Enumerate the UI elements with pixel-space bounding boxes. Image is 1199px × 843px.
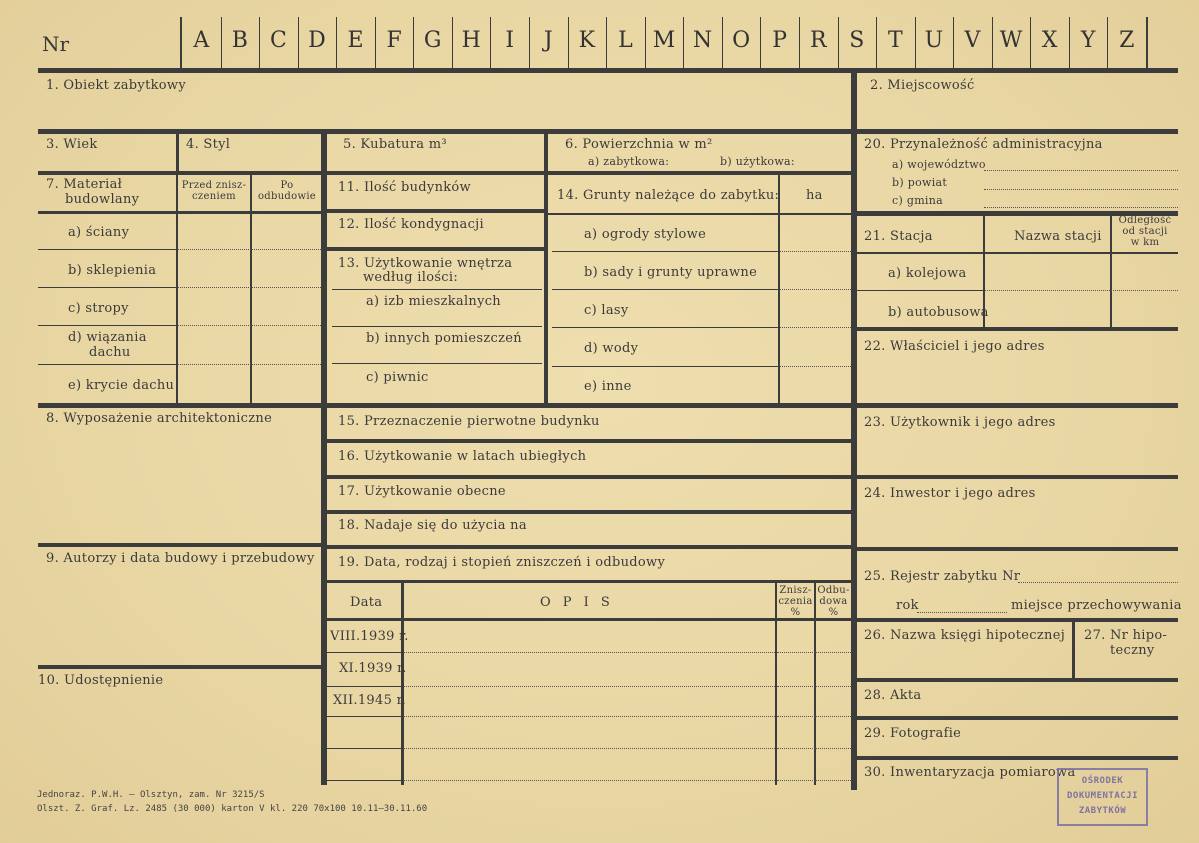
before-destruction-header: Przed znisz- czeniem — [181, 180, 247, 202]
letter-y: Y — [1080, 28, 1096, 53]
letter-a: A — [193, 28, 210, 53]
letter-divider — [799, 17, 800, 69]
field-19-date-header: Data — [350, 595, 383, 610]
field-18-label: 18. Nadaje się do użycia na — [338, 518, 527, 533]
station-distance-header: Odległość od stacji w km — [1118, 215, 1172, 248]
land-orchards: b) sady i grunty uprawne — [584, 265, 758, 280]
rooms-cellars: c) piwnic — [366, 370, 429, 385]
letter-divider — [221, 17, 222, 69]
letter-o: O — [732, 28, 751, 53]
archive-stamp: OŚRODEK DOKUMENTACJI ZABYTKÓW — [1057, 768, 1148, 826]
letter-g: G — [423, 28, 442, 53]
letter-divider — [375, 17, 376, 69]
field-15-label: 15. Przeznaczenie pierwotne budynku — [338, 414, 600, 429]
rooms-living: a) izb mieszkalnych — [366, 294, 501, 309]
station-railway: a) kolejowa — [888, 266, 967, 281]
material-vaults: b) sklepienia — [68, 263, 157, 278]
field-23-label: 23. Użytkownik i jego adres — [864, 415, 1056, 430]
letter-e: E — [347, 28, 364, 53]
field-19-label: 19. Data, rodzaj i stopień zniszczeń i odbudowy — [338, 555, 666, 570]
letter-c: C — [269, 28, 287, 53]
letter-t: T — [888, 28, 903, 53]
material-roof-truss-2: dachu — [89, 345, 131, 360]
date-1939-aug: VIII.1939 r. — [330, 629, 409, 644]
land-forests: c) lasy — [584, 303, 629, 318]
station-name-header: Nazwa stacji — [1014, 229, 1102, 244]
letter-divider — [915, 17, 916, 69]
letter-v: V — [964, 28, 981, 53]
field-4-label: 4. Styl — [186, 137, 231, 152]
field-14-unit: ha — [806, 188, 823, 203]
letter-r: R — [809, 28, 827, 53]
field-5-label: 5. Kubatura m³ — [343, 137, 447, 152]
letter-divider — [876, 17, 877, 69]
material-walls: a) ściany — [68, 225, 130, 240]
letter-divider — [336, 17, 337, 69]
field-6b-label: b) użytkowa: — [720, 155, 795, 168]
land-waters: d) wody — [584, 341, 639, 356]
field-30-label: 30. Inwentaryzacja pomiarowa — [864, 765, 1076, 780]
field-19-opis-header: O P I S — [540, 595, 614, 610]
material-ceilings: c) stropy — [68, 301, 129, 316]
letter-divider — [452, 17, 453, 69]
letter-k: K — [578, 28, 596, 53]
admin-voivodeship: a) województwo — [892, 158, 986, 171]
field-13-label-1: 13. Użytkowanie wnętrza — [338, 256, 513, 271]
field-21-label: 21. Stacja — [864, 229, 933, 244]
admin-commune: c) gmina — [892, 194, 943, 207]
date-1939-nov: XI.1939 r. — [339, 661, 407, 676]
letter-divider — [760, 17, 761, 69]
field-14-label: 14. Grunty należące do zabytku: — [557, 188, 780, 203]
material-roofing: e) krycie dachu — [68, 378, 175, 393]
field-13-label-2: według ilości: — [363, 270, 459, 285]
letter-l: L — [618, 28, 633, 53]
field-24-label: 24. Inwestor i jego adres — [864, 486, 1036, 501]
col-divider-2 — [851, 73, 857, 790]
letter-divider — [413, 17, 414, 69]
letter-j: J — [543, 28, 553, 53]
letter-m: M — [652, 28, 676, 53]
field-10-label: 10. Udostępnienie — [38, 673, 164, 688]
letter-divider — [1069, 17, 1070, 69]
field-26-label: 26. Nazwa księgi hipotecznej — [864, 628, 1066, 643]
field-25-label: 25. Rejestr zabytku Nr — [864, 569, 1021, 584]
after-reconstruction-header: Po odbudowie — [257, 180, 317, 202]
date-1945-dec: XII.1945 r. — [333, 693, 407, 708]
field-20-label: 20. Przynależność administracyjna — [864, 137, 1103, 152]
letter-divider — [1107, 17, 1108, 69]
nr-label: Nr — [42, 32, 70, 56]
field-17-label: 17. Użytkowanie obecne — [338, 484, 506, 499]
field-25-year: rok — [896, 598, 919, 613]
field-6a-label: a) zabytkowa: — [588, 155, 670, 168]
field-22-label: 22. Właściciel i jego adres — [864, 339, 1045, 354]
letter-x: X — [1041, 28, 1058, 53]
field-28-label: 28. Akta — [864, 688, 922, 703]
field-1-label: 1. Obiekt zabytkowy — [46, 78, 186, 93]
letter-b: B — [231, 28, 248, 53]
land-other: e) inne — [584, 379, 632, 394]
field-27-label-2: teczny — [1110, 643, 1155, 658]
letter-divider — [259, 17, 260, 69]
letter-u: U — [924, 28, 944, 53]
field-12-label: 12. Ilość kondygnacji — [338, 217, 484, 232]
letter-divider — [568, 17, 569, 69]
letter-s: S — [849, 28, 865, 53]
top-rule — [38, 68, 1178, 73]
letter-i: I — [505, 28, 515, 53]
field-7-label-2: budowlany — [65, 192, 140, 207]
letter-divider — [490, 17, 491, 69]
field-25-location: miejsce przechowywania — [1011, 598, 1182, 613]
footer-print-line-1: Jednoraz. P.W.H. — Olsztyn, zam. Nr 3215/S — [37, 790, 265, 800]
letter-divider — [722, 17, 723, 69]
field-2-label: 2. Miejscowość — [870, 78, 975, 93]
letter-divider — [683, 17, 684, 69]
reconstruction-percent-header: Odbu- dowa % — [817, 585, 850, 618]
letter-divider — [298, 17, 299, 69]
material-roof-truss-1: d) wiązania — [68, 330, 147, 345]
field-8-label: 8. Wyposażenie architektoniczne — [46, 411, 273, 426]
letter-divider — [992, 17, 993, 69]
letter-w: W — [999, 28, 1023, 53]
admin-county: b) powiat — [892, 176, 948, 189]
destruction-percent-header: Znisz- czenia % — [778, 585, 813, 618]
letter-f: F — [386, 28, 402, 53]
letter-divider — [1030, 17, 1031, 69]
letter-divider — [953, 17, 954, 69]
letter-n: N — [692, 28, 713, 53]
letter-divider — [606, 17, 607, 69]
field-3-label: 3. Wiek — [46, 137, 98, 152]
field-29-label: 29. Fotografie — [864, 726, 962, 741]
field-9-label: 9. Autorzy i data budowy i przebudowy — [46, 551, 315, 566]
field-16-label: 16. Użytkowanie w latach ubiegłych — [338, 449, 587, 464]
letter-divider — [645, 17, 646, 69]
letter-z: Z — [1119, 28, 1135, 53]
rooms-other: b) innych pomieszczeń — [366, 331, 522, 346]
station-bus: b) autobusowa — [888, 305, 989, 320]
land-gardens: a) ogrody stylowe — [584, 227, 707, 242]
field-27-label-1: 27. Nr hipo- — [1084, 628, 1168, 643]
field-6-label: 6. Powierzchnia w m² — [565, 137, 713, 152]
footer-print-line-2: Olszt. Z. Graf. Lz. 2485 (30 000) karton V kl. 220 70x100 10.11—30.11.60 — [37, 804, 428, 814]
letter-h: H — [461, 28, 481, 53]
letter-d: D — [308, 28, 326, 53]
letter-p: P — [772, 28, 788, 53]
field-11-label: 11. Ilość budynków — [338, 180, 471, 195]
letter-divider — [529, 17, 530, 69]
field-7-label-1: 7. Materiał — [46, 177, 123, 192]
letter-divider — [838, 17, 839, 69]
